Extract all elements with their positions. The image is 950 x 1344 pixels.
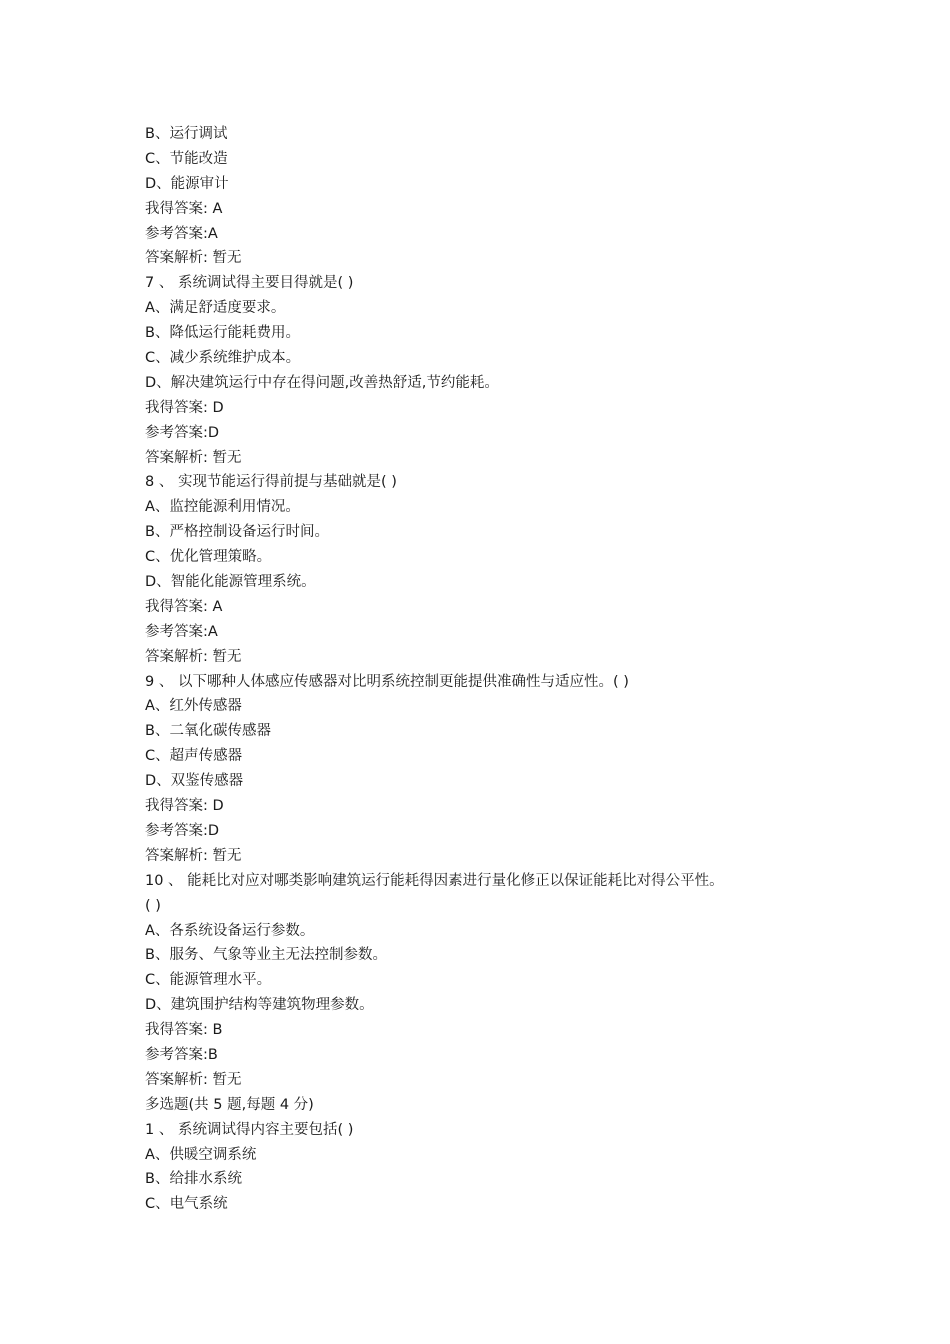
option-a: A、红外传感器 xyxy=(145,698,242,715)
question-8: 8 、 实现节能运行得前提与基础就是( ) xyxy=(145,474,397,491)
option-b: B、给排水系统 xyxy=(145,1171,242,1188)
option-c: C、能源管理水平。 xyxy=(145,972,272,989)
reference-answer: 参考答案:A xyxy=(145,225,218,242)
option-a: A、满足舒适度要求。 xyxy=(145,300,286,317)
question-9: 9 、 以下哪种人体感应传感器对比明系统控制更能提供准确性与适应性。( ) xyxy=(145,673,629,690)
question-1: 1 、 系统调试得内容主要包括( ) xyxy=(145,1121,354,1138)
option-b: B、降低运行能耗费用。 xyxy=(145,325,300,342)
option-b: B、二氧化碳传感器 xyxy=(145,723,271,740)
reference-answer: 参考答案:D xyxy=(145,424,220,441)
option-a: A、供暖空调系统 xyxy=(145,1146,257,1163)
option-c: C、超声传感器 xyxy=(145,748,243,765)
answer-analysis: 答案解析: 暂无 xyxy=(145,1071,242,1088)
answer-analysis: 答案解析: 暂无 xyxy=(145,250,242,267)
my-answer: 我得答案: A xyxy=(145,200,223,217)
option-c: C、节能改造 xyxy=(145,150,228,167)
question-10-continuation: ( ) xyxy=(145,897,161,914)
option-d: D、解决建筑运行中存在得问题,改善热舒适,节约能耗。 xyxy=(145,374,499,391)
option-d: D、双鉴传感器 xyxy=(145,773,244,790)
option-a: A、各系统设备运行参数。 xyxy=(145,922,315,939)
my-answer: 我得答案: B xyxy=(145,1022,223,1039)
section-heading-multiple-choice: 多选题(共 5 题,每题 4 分) xyxy=(145,1096,314,1113)
my-answer: 我得答案: A xyxy=(145,598,223,615)
reference-answer: 参考答案:D xyxy=(145,822,220,839)
document-page xyxy=(145,122,825,1217)
option-b: B、服务、气象等业主无法控制参数。 xyxy=(145,947,387,964)
option-d: D、智能化能源管理系统。 xyxy=(145,574,316,591)
answer-analysis: 答案解析: 暂无 xyxy=(145,847,242,864)
option-c: C、减少系统维护成本。 xyxy=(145,350,301,367)
question-7: 7 、 系统调试得主要目得就是( ) xyxy=(145,275,354,292)
option-d: D、建筑围护结构等建筑物理参数。 xyxy=(145,997,374,1014)
my-answer: 我得答案: D xyxy=(145,399,224,416)
reference-answer: 参考答案:B xyxy=(145,1046,218,1063)
answer-analysis: 答案解析: 暂无 xyxy=(145,449,242,466)
reference-answer: 参考答案:A xyxy=(145,623,218,640)
option-b: B、严格控制设备运行时间。 xyxy=(145,524,329,541)
question-10: 10 、 能耗比对应对哪类影响建筑运行能耗得因素进行量化修正以保证能耗比对得公平性。 xyxy=(145,872,724,889)
my-answer: 我得答案: D xyxy=(145,798,224,815)
option-c: C、优化管理策略。 xyxy=(145,549,272,566)
option-c: C、电气系统 xyxy=(145,1196,228,1213)
option-b: B、运行调试 xyxy=(145,126,228,142)
option-a: A、监控能源利用情况。 xyxy=(145,499,300,516)
option-d: D、能源审计 xyxy=(145,175,229,192)
answer-analysis: 答案解析: 暂无 xyxy=(145,648,242,665)
